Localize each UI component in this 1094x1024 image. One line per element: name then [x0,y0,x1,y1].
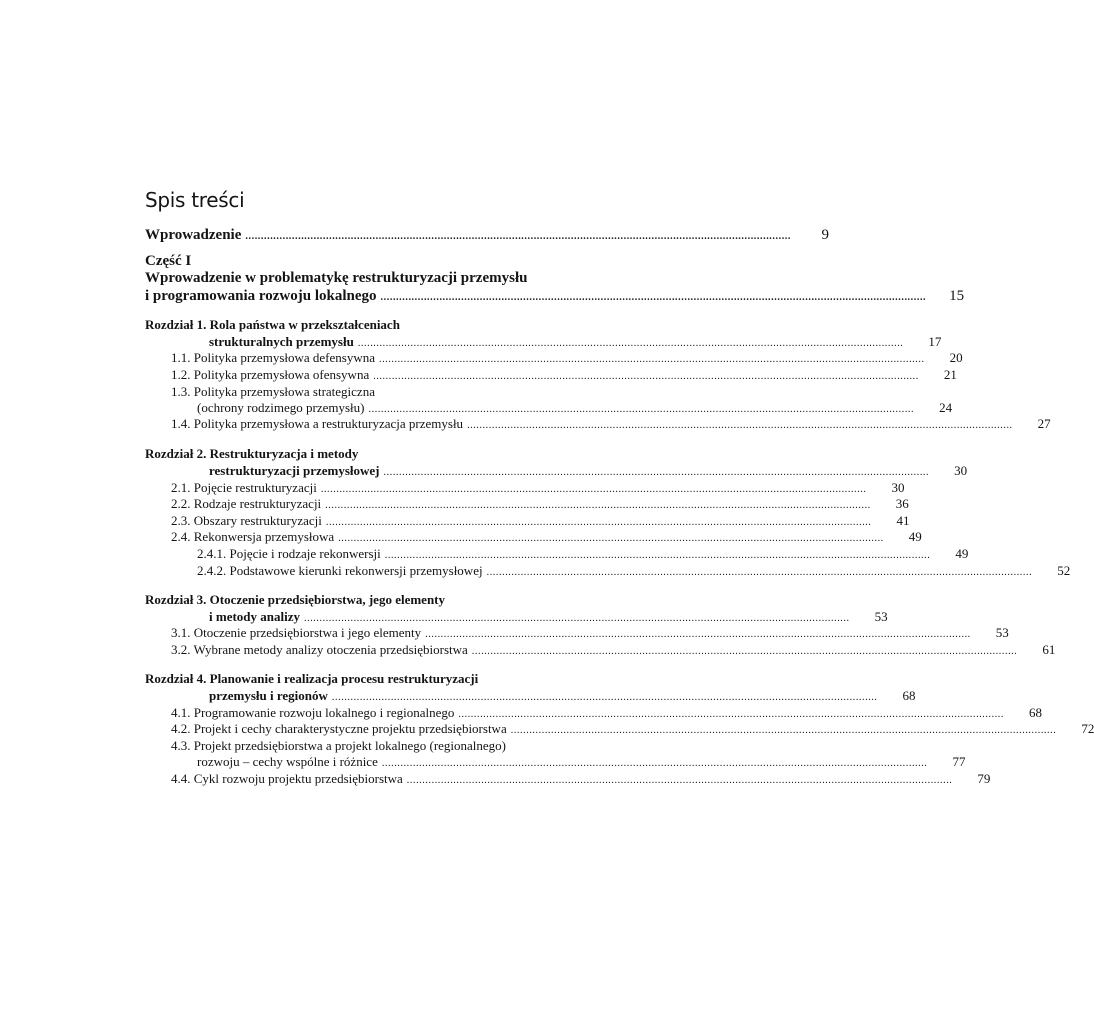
toc-page-number: 41 [896,513,910,528]
toc-part-title: Wprowadzenie w problematykę restrukturyzacji przemysłu [145,270,528,286]
dot-leader: ................................................................................................................................................................................ [406,775,953,786]
dot-leader: ................................................................................................................................................................................ [373,371,919,382]
toc-page-number: 52 [1057,563,1071,578]
dot-leader: ................................................................................................................................................................................ [458,709,1005,720]
toc-page-number: 53 [874,609,888,624]
dot-leader: ................................................................................................................................................................................ [368,404,915,415]
toc-page-number: 68 [902,688,916,703]
toc-chapter-heading: Rozdział 2. Restrukturyzacja i metody [145,446,359,461]
toc-page-number: 21 [943,367,957,382]
toc-entry-text: 2.1. Pojęcie restrukturyzacji [171,480,317,495]
toc-entry-text: rozwoju – cechy wspólne i różnice [197,754,378,769]
toc-entry-text: strukturalnych przemysłu [209,334,354,349]
toc-chapter-heading: Rozdział 1. Rola państwa w przekształceniach [145,317,400,332]
toc-page-number: 30 [891,480,905,495]
dot-leader: ................................................................................................................................................................................ [471,646,1018,657]
toc-section-entry [145,642,1056,660]
dot-leader: ................................................................................................................................................................................ [325,500,871,511]
toc-page-number: 49 [955,546,969,561]
dot-leader: ................................................................................................................................................................................ [467,420,1013,431]
toc-section-entry [145,771,991,789]
toc-page-number: 49 [908,529,922,544]
toc-page-number: 15 [949,288,965,304]
dot-leader: ................................................................................................................................................................................ [331,692,878,703]
toc-page-number: 72 [1081,721,1094,736]
dot-leader: ................................................................................................................................................................................ [380,292,927,303]
toc-chapter-heading: Rozdział 4. Planowanie i realizacja procesu restrukturyzacji [145,671,479,686]
toc-section-heading: 1.3. Polityka przemysłowa strategiczna [171,384,375,399]
toc-page-number: 36 [895,496,909,511]
toc-section-entry [145,529,922,547]
toc-entry-text: 4.2. Projekt i cechy charakterystyczne projektu przedsiębiorstwa [171,721,507,736]
toc-section-entry [145,754,966,772]
dot-leader: ................................................................................................................................................................................ [245,231,791,242]
toc-entry-text: Wprowadzenie [145,227,242,243]
toc-entry-text: 2.2. Rodzaje restrukturyzacji [171,496,322,511]
toc-entry-text: 3.1. Otoczenie przedsiębiorstwa i jego elementy [171,625,422,640]
dot-leader: ................................................................................................................................................................................ [383,467,930,478]
toc-entry-text: 1.4. Polityka przemysłowa a restrukturyzacja przemysłu [171,416,464,431]
dot-leader: ................................................................................................................................................................................ [304,613,850,624]
toc-page-number: 27 [1037,416,1051,431]
dot-leader: ................................................................................................................................................................................ [378,354,925,365]
page-title: Spis treści [145,188,245,212]
dot-leader: ................................................................................................................................................................................ [486,567,1033,578]
toc-subsection-entry [145,546,969,564]
dot-leader: ................................................................................................................................................................................ [510,725,1057,736]
toc-entry-text: 2.4.2. Podstawowe kierunki rekonwersji przemysłowej [197,563,483,578]
toc-entry-text: przemysłu i regionów [209,688,328,703]
toc-entry-text: 4.1. Programowanie rozwoju lokalnego i regionalnego [171,705,455,720]
toc-page-number: 9 [821,227,829,243]
toc-page-number: 20 [949,350,963,365]
toc-entry-text: 4.4. Cykl rozwoju projektu przedsiębiorstwa [171,771,403,786]
toc-entry-text: (ochrony rodzimego przemysłu) [197,400,365,415]
toc-page-number: 53 [995,625,1009,640]
dot-leader: ................................................................................................................................................................................ [320,484,867,495]
toc-entry-text: 2.4.1. Pojęcie i rodzaje rekonwersji [197,546,381,561]
toc-entry-text: 3.2. Wybrane metody analizy otoczenia przedsiębiorstwa [171,642,468,657]
toc-entry-introduction [145,227,829,245]
toc-entry-text: 2.3. Obszary restrukturyzacji [171,513,322,528]
toc-entry-text: 2.4. Rekonwersja przemysłowa [171,529,335,544]
toc-entry-part-1 [145,288,965,306]
toc-subsection-entry [145,563,1071,581]
toc-page-number: 68 [1029,705,1043,720]
toc-page-number: 61 [1042,642,1056,657]
toc-page-number: 24 [939,400,953,415]
toc-entry-text: 1.2. Polityka przemysłowa ofensywna [171,367,370,382]
toc-chapter-entry [145,463,968,481]
toc-section-entry [145,350,963,368]
dot-leader: ................................................................................................................................................................................ [384,550,931,561]
dot-leader: ................................................................................................................................................................................ [381,758,928,769]
toc-page-number: 30 [954,463,968,478]
dot-leader: ................................................................................................................................................................................ [425,629,971,640]
toc-section-entry [145,721,1094,739]
toc-page-number: 77 [952,754,966,769]
toc-page-number: 79 [977,771,991,786]
toc-entry-text: i metody analizy [209,609,300,624]
dot-leader: ................................................................................................................................................................................ [338,533,884,544]
toc-chapter-entry [145,688,916,706]
toc-part-label: Część I [145,253,192,269]
toc-section-entry [145,625,1009,643]
toc-section-entry [145,416,1051,434]
dot-leader: ................................................................................................................................................................................ [357,338,904,349]
toc-section-heading: 4.3. Projekt przedsiębiorstwa a projekt lokalnego (regionalnego) [171,738,507,753]
toc-entry-text: restrukturyzacji przemysłowej [209,463,380,478]
toc-entry-text: i programowania rozwoju lokalnego [145,288,377,304]
toc-section-entry [145,496,909,514]
toc-section-entry [145,367,957,385]
toc-entry-text: 1.1. Polityka przemysłowa defensywna [171,350,375,365]
toc-page-number: 17 [928,334,942,349]
toc-chapter-heading: Rozdział 3. Otoczenie przedsiębiorstwa, jego elementy [145,592,446,607]
dot-leader: ................................................................................................................................................................................ [325,517,872,528]
